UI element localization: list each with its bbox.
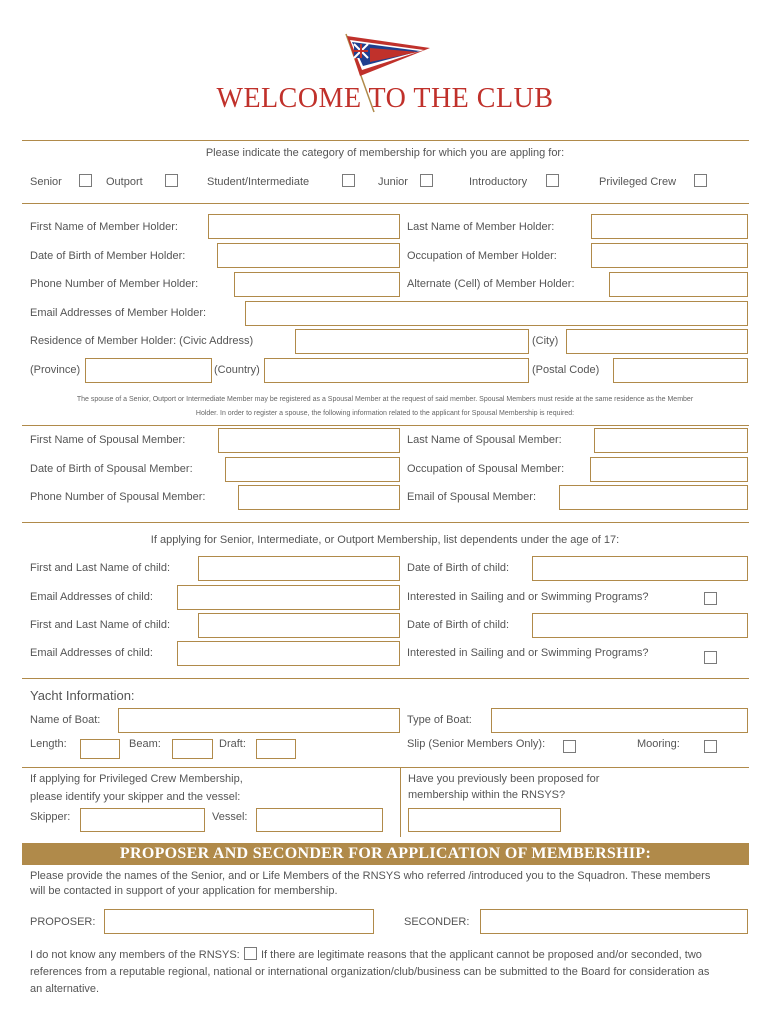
proposer-banner: PROPOSER AND SECONDER FOR APPLICATION OF MEMBERSHIP:: [22, 843, 749, 865]
member-province-label: (Province): [30, 364, 81, 376]
divider: [22, 140, 749, 141]
boat-name-input[interactable]: [118, 708, 400, 733]
alternative-line2: references from a reputable regional, national or international organization/club/business can be submitted to the Board for consideration as: [30, 966, 710, 978]
child1-programs-label: Interested in Sailing and or Swimming Programs?: [407, 591, 649, 603]
divider: [22, 678, 749, 679]
proposed-answer-input[interactable]: [408, 808, 561, 832]
category-introductory-checkbox[interactable]: [546, 174, 559, 187]
category-privileged-label: Privileged Crew: [599, 176, 677, 188]
seconder-label: SECONDER:: [404, 916, 470, 928]
mooring-checkbox[interactable]: [704, 740, 717, 753]
spouse-note-line1: The spouse of a Senior, Outport or Intermediate Member may be registered as a Spousal Member at the request of said member. Spousal Members must reside at the same residence as the Member: [76, 396, 694, 403]
category-senior-checkbox[interactable]: [79, 174, 92, 187]
spouse-email-label: Email of Spousal Member:: [407, 491, 536, 503]
member-residence-label: Residence of Member Holder: (Civic Address): [30, 335, 254, 347]
member-occupation-input[interactable]: [591, 243, 748, 268]
proposed-question-line2: membership within the RNSYS?: [408, 789, 566, 801]
member-phone-label: Phone Number of Member Holder:: [30, 278, 199, 290]
child1-name-input[interactable]: [198, 556, 400, 581]
proposed-question-line1: Have you previously been proposed for: [408, 773, 600, 785]
member-postal-label: (Postal Code): [532, 364, 600, 376]
spouse-phone-input[interactable]: [238, 485, 400, 510]
category-senior-label: Senior: [30, 176, 62, 188]
proposer-label: PROPOSER:: [30, 916, 96, 928]
spouse-occupation-input[interactable]: [590, 457, 748, 482]
child1-name-label: First and Last Name of child:: [30, 562, 171, 574]
divider: [22, 522, 749, 523]
spouse-last-name-input[interactable]: [594, 428, 748, 453]
member-occupation-label: Occupation of Member Holder:: [407, 250, 557, 262]
divider: [22, 767, 749, 768]
member-city-input[interactable]: [566, 329, 748, 354]
member-country-label: (Country): [214, 364, 260, 376]
divider: [400, 767, 401, 837]
member-alt-phone-input[interactable]: [609, 272, 748, 297]
child1-email-input[interactable]: [177, 585, 400, 610]
child2-programs-checkbox[interactable]: [704, 651, 717, 664]
child2-name-input[interactable]: [198, 613, 400, 638]
child2-email-label: Email Addresses of child:: [30, 647, 153, 659]
spouse-dob-input[interactable]: [225, 457, 400, 482]
no-members-label: I do not know any members of the RNSYS:: [30, 949, 240, 961]
seconder-input[interactable]: [480, 909, 748, 934]
category-junior-checkbox[interactable]: [420, 174, 433, 187]
category-student-label: Student/Intermediate: [207, 176, 310, 188]
child2-name-label: First and Last Name of child:: [30, 619, 171, 631]
no-members-checkbox[interactable]: [244, 947, 257, 960]
crew-prompt-line2: please identify your skipper and the vessel:: [30, 791, 241, 803]
category-privileged-checkbox[interactable]: [694, 174, 707, 187]
beam-input[interactable]: [172, 739, 213, 759]
category-introductory-label: Introductory: [469, 176, 528, 188]
divider: [22, 425, 749, 426]
spouse-dob-label: Date of Birth of Spousal Member:: [30, 463, 193, 475]
member-last-name-label: Last Name of Member Holder:: [407, 221, 555, 233]
child1-programs-checkbox[interactable]: [704, 592, 717, 605]
member-province-input[interactable]: [85, 358, 212, 383]
member-alt-phone-label: Alternate (Cell) of Member Holder:: [407, 278, 575, 290]
alternative-line3: an alternative.: [30, 983, 100, 995]
spouse-note-line2: Holder. In order to register a spouse, the following information related to the applicant for Spousal Membership is required:: [195, 410, 575, 417]
proposer-input[interactable]: [104, 909, 374, 934]
proposer-intro-line1: Please provide the names of the Senior, and or Life Members of the RNSYS who referred /introduced you to the Squadron. These members: [30, 870, 711, 882]
boat-type-label: Type of Boat:: [407, 714, 472, 726]
category-outport-checkbox[interactable]: [165, 174, 178, 187]
proposer-intro-line2: will be contacted in support of your application for membership.: [30, 885, 338, 897]
dependents-prompt: If applying for Senior, Intermediate, or Outport Membership, list dependents under the age of 17:: [150, 534, 620, 546]
vessel-label: Vessel:: [212, 811, 248, 823]
yacht-heading: Yacht Information:: [30, 688, 135, 703]
divider: [22, 203, 749, 204]
member-city-label: (City): [532, 335, 559, 347]
member-email-label: Email Addresses of Member Holder:: [30, 307, 207, 319]
length-label: Length:: [30, 738, 67, 750]
member-dob-label: Date of Birth of Member Holder:: [30, 250, 186, 262]
length-input[interactable]: [80, 739, 120, 759]
category-prompt: Please indicate the category of membership for which you are appling for:: [205, 147, 565, 159]
category-junior-label: Junior: [378, 176, 408, 188]
member-residence-input[interactable]: [295, 329, 529, 354]
boat-name-label: Name of Boat:: [30, 714, 101, 726]
child2-programs-label: Interested in Sailing and or Swimming Programs?: [407, 647, 649, 659]
child2-dob-label: Date of Birth of child:: [407, 619, 510, 631]
page-title: WELCOME TO THE CLUB: [216, 83, 554, 114]
child1-dob-label: Date of Birth of child:: [407, 562, 510, 574]
skipper-input[interactable]: [80, 808, 205, 832]
slip-checkbox[interactable]: [563, 740, 576, 753]
member-first-name-input[interactable]: [208, 214, 400, 239]
crew-prompt-line1: If applying for Privileged Crew Membership,: [30, 773, 243, 785]
draft-input[interactable]: [256, 739, 296, 759]
spouse-email-input[interactable]: [559, 485, 748, 510]
beam-label: Beam:: [129, 738, 161, 750]
child2-dob-input[interactable]: [532, 613, 748, 638]
draft-label: Draft:: [219, 738, 246, 750]
member-first-name-label: First Name of Member Holder:: [30, 221, 178, 233]
spouse-first-name-label: First Name of Spousal Member:: [30, 434, 186, 446]
spouse-last-name-label: Last Name of Spousal Member:: [407, 434, 562, 446]
alternative-line1: If there are legitimate reasons that the applicant cannot be proposed and/or seconded, two: [261, 949, 702, 961]
category-student-checkbox[interactable]: [342, 174, 355, 187]
skipper-label: Skipper:: [30, 811, 71, 823]
boat-type-input[interactable]: [491, 708, 748, 733]
member-email-input[interactable]: [245, 301, 748, 326]
member-last-name-input[interactable]: [591, 214, 748, 239]
member-postal-input[interactable]: [613, 358, 748, 383]
child1-email-label: Email Addresses of child:: [30, 591, 153, 603]
member-phone-input[interactable]: [234, 272, 400, 297]
child2-email-input[interactable]: [177, 641, 400, 666]
spouse-first-name-input[interactable]: [218, 428, 400, 453]
member-country-input[interactable]: [264, 358, 529, 383]
member-dob-input[interactable]: [217, 243, 400, 268]
mooring-label: Mooring:: [637, 738, 680, 750]
vessel-input[interactable]: [256, 808, 383, 832]
spouse-occupation-label: Occupation of Spousal Member:: [407, 463, 565, 475]
spouse-phone-label: Phone Number of Spousal Member:: [30, 491, 206, 503]
slip-label: Slip (Senior Members Only):: [407, 738, 546, 750]
category-outport-label: Outport: [106, 176, 143, 188]
child1-dob-input[interactable]: [532, 556, 748, 581]
